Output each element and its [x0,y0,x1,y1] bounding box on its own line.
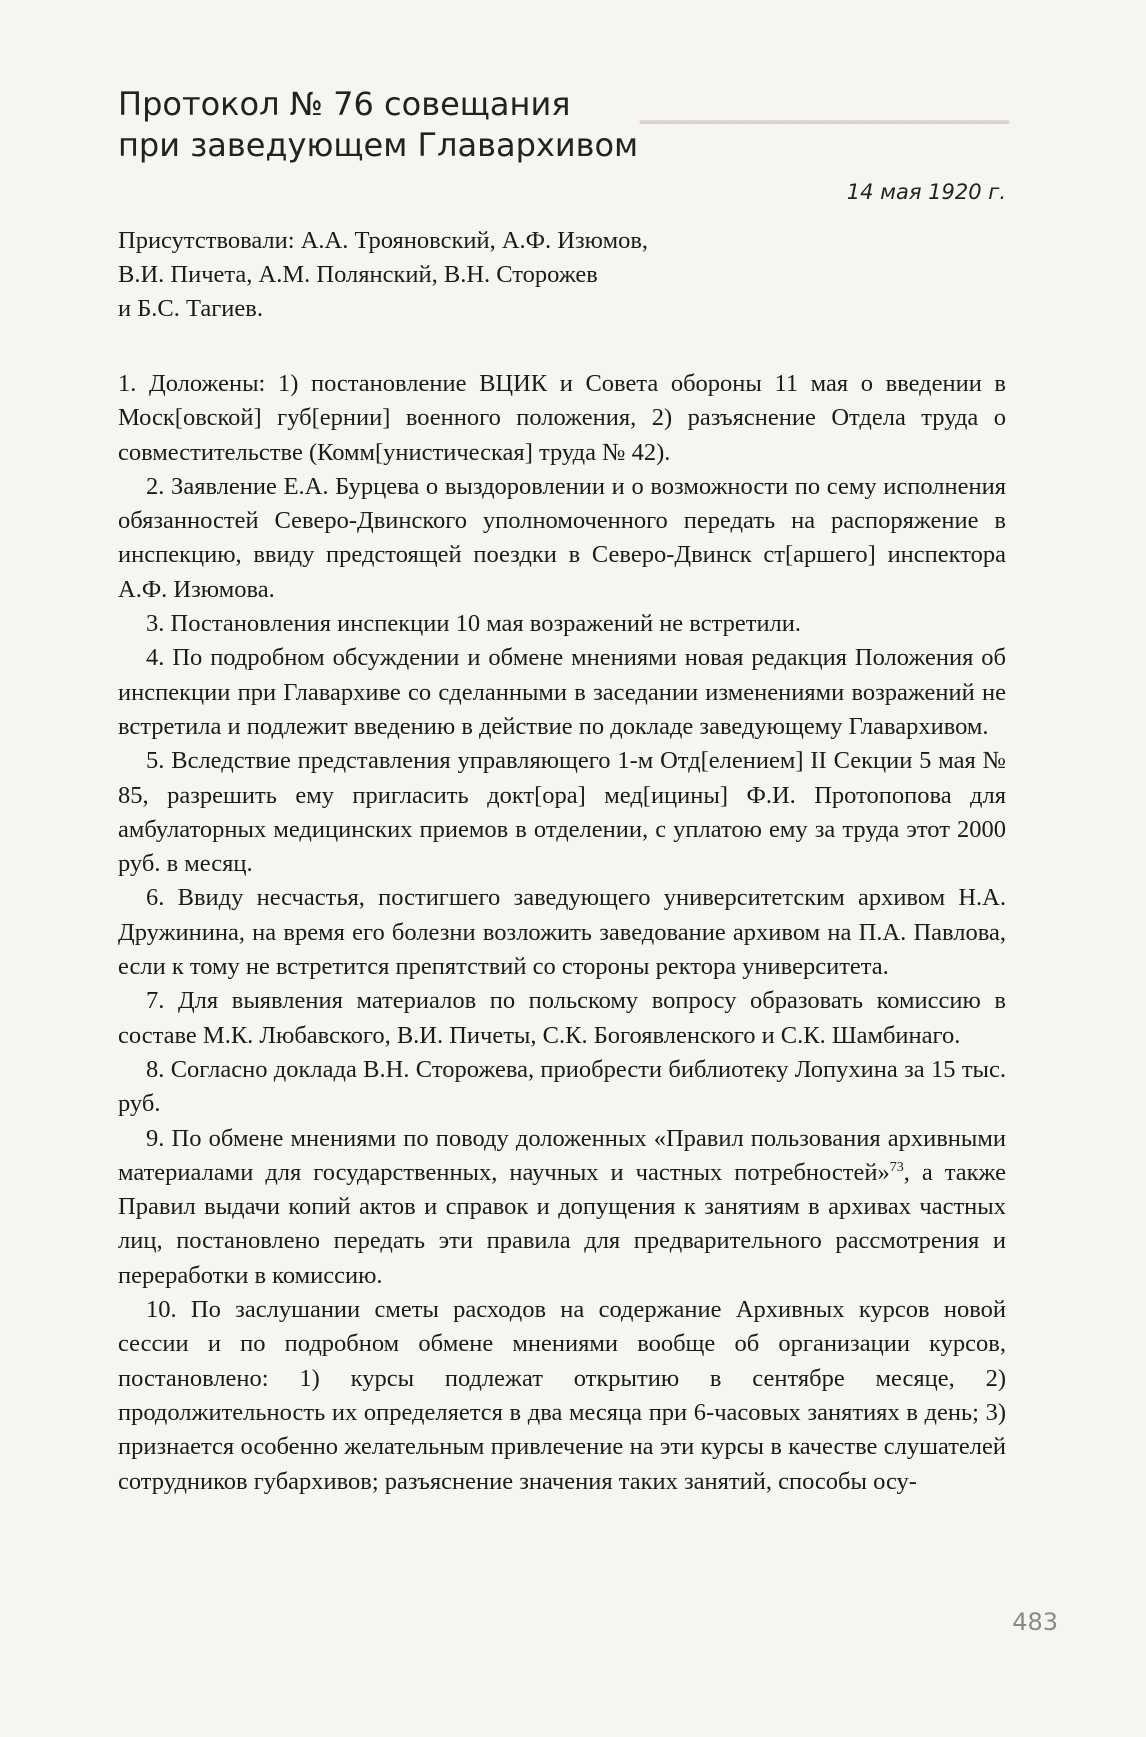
paragraph-5: 5. Вследствие представления управляющего 1-м Отд[елением] II Секции 5 мая № 85, разрешить ему пригласить докт[ора] мед[ицины] Ф.И. Протопопова для амбулаторных медицинских приемов в отделении, с уплатою ему за труда этот 2000 руб. в месяц. [118,747,1006,878]
attendees-line-2: В.И. Пичета, А.М. Полянский, В.Н. Сторожев [118,261,598,288]
paragraph-6: 6. Ввиду несчастья, постигшего заведующего университетским архивом Н.А. Дружинина, на время его болезни возложить заведование архивом на П.А. Павлова, если к тому не встретится препятствий со стороны ректора университета. [118,884,1006,981]
page-title [118,84,818,166]
paragraph-9 [118,1122,1006,1293]
paragraph-3: 3. Постановления инспекции 10 мая возражений не встретили. [146,610,802,638]
title-line-1: Протокол № 76 совещания [118,85,571,123]
attendees-line-1: Присутствовали: А.А. Трояновский, А.Ф. Изюмов, [118,227,649,254]
paragraph-8: 8. Согласно доклада В.Н. Сторожева, приобрести библиотеку Лопухина за 15 тыс. руб. [118,1055,1006,1118]
paragraph-7: 7. Для выявления материалов по польскому вопросу образовать комиссию в составе М.К. Любавского, В.И. Пичеты, С.К. Богоявленского и С.К. Шамбинаго. [118,987,1006,1049]
bleed-through: ▁▁▁▁▁▁▁▁▁▁▁▁▁▁▁▁▁▁▁▁ [640,98,1010,124]
paragraph-4: 4. По подробном обсуждении и обмене мнениями новая редакция Положения об инспекции при Главархиве со сделанными в заседании изменениями возражений не встретила и подлежит введению в действие по докладе заведующему Главархивом. [118,644,1006,740]
footnote-ref-73: 73 [889,1159,904,1175]
document-date: 14 мая 1920 г. [846,180,1006,204]
protocol-body [118,367,1006,1499]
title-line-2: при заведующем Главархивом [118,126,639,164]
attendees-line-3: и Б.С. Тагиев. [118,295,263,322]
paragraph-9-text-cont: , а также Правил выдачи копий актов и справок и допущения к занятиям в архивах частных лиц, постановлено передать эти правила для предварительного рассмотрения и переработки в комиссию. [118,1158,1007,1289]
paragraph-2: 2. Заявление Е.А. Бурцева о выздоровлении и о возможности по сему исполнения обязанностей Северо-Двинского уполномоченного передать на распоряжение в инспекцию, ввиду предстоящей поездки в Северо-Двинск ст[аршего] инспектора А.Ф. Изюмова. [118,472,1006,603]
paragraph-10: 10. По заслушании сметы расходов на содержание Архивных курсов новой сессии и по подробном обмене мнениями вообще об организации курсов, постановлено: 1) курсы подлежат открытию в сентябре месяце, 2) продолжительность их определяется в два месяца при 6-часовых занятиях в день; 3) признается особенно желательным привлечение на эти курсы в качестве слушателей сотрудников губархивов; разъяснение значения таких занятий, способы осу- [118,1296,1006,1495]
page-number: 483 [1012,1608,1058,1636]
paragraph-9-text: 9. По обмене мнениями по поводу доложенных «Правил пользования архивными материалами для государственных, научных и частных потребностей» [118,1124,1006,1186]
attendees-list [118,224,838,326]
paragraph-1: 1. Доложены: 1) постановление ВЦИК и Совета обороны 11 мая о введении в Моск[овской] губ[ернии] военного положения, 2) разъяснение Отдела труда о совместительстве (Комм[унистическая] труда № 42). [118,370,1006,466]
